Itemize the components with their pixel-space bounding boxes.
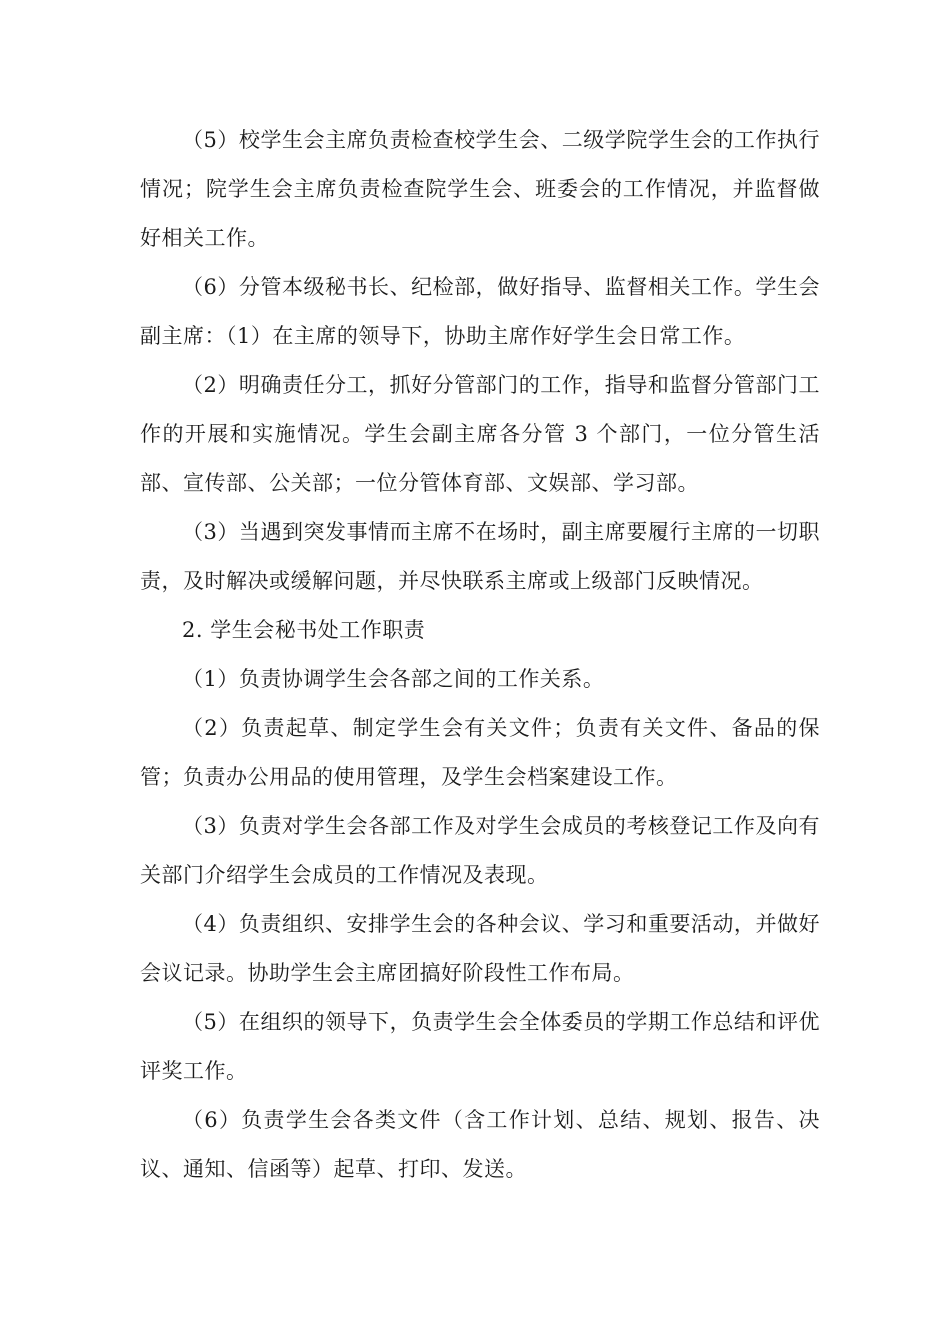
paragraph-vice-president-duty-2: （2）明确责任分工，抓好分管部门的工作，指导和监督分管部门工作的开展和实施情况。学生会副主席各分管 3 个部门，一位分管生活部、宣传部、公关部；一位分管体育部、文娱部、学习部。 (140, 373, 820, 495)
document-page (140, 116, 820, 1194)
paragraph-secretariat-duty-4: （4）负责组织、安排学生会的各种会议、学习和重要活动，并做好会议记录。协助学生会主席团搞好阶段性工作布局。 (140, 912, 820, 985)
paragraph-vice-president-duty-3: （3）当遇到突发事情而主席不在场时，副主席要履行主席的一切职责，及时解决或缓解问题，并尽快联系主席或上级部门反映情况。 (140, 520, 820, 593)
paragraph-president-duty-5: （5）校学生会主席负责检查校学生会、二级学院学生会的工作执行情况；院学生会主席负责检查院学生会、班委会的工作情况，并监督做好相关工作。 (140, 128, 820, 250)
paragraph-secretariat-duty-2: （2）负责起草、制定学生会有关文件；负责有关文件、备品的保管；负责办公用品的使用管理，及学生会档案建设工作。 (140, 716, 820, 789)
paragraph-secretariat-duty-3: （3）负责对学生会各部工作及对学生会成员的考核登记工作及向有关部门介绍学生会成员的工作情况及表现。 (140, 814, 820, 887)
paragraph-secretariat-duty-1: （1）负责协调学生会各部之间的工作关系。 (182, 667, 605, 691)
paragraph-secretariat-duty-6: （6）负责学生会各类文件（含工作计划、总结、规划、报告、决议、通知、信函等）起草、打印、发送。 (140, 1108, 820, 1181)
paragraph-president-duty-6: （6）分管本级秘书长、纪检部，做好指导、监督相关工作。学生会副主席：（1）在主席的领导下，协助主席作好学生会日常工作。 (140, 275, 820, 348)
section-heading-secretariat: 2. 学生会秘书处工作职责 (182, 618, 426, 642)
paragraph-secretariat-duty-5: （5）在组织的领导下，负责学生会全体委员的学期工作总结和评优评奖工作。 (140, 1010, 820, 1083)
